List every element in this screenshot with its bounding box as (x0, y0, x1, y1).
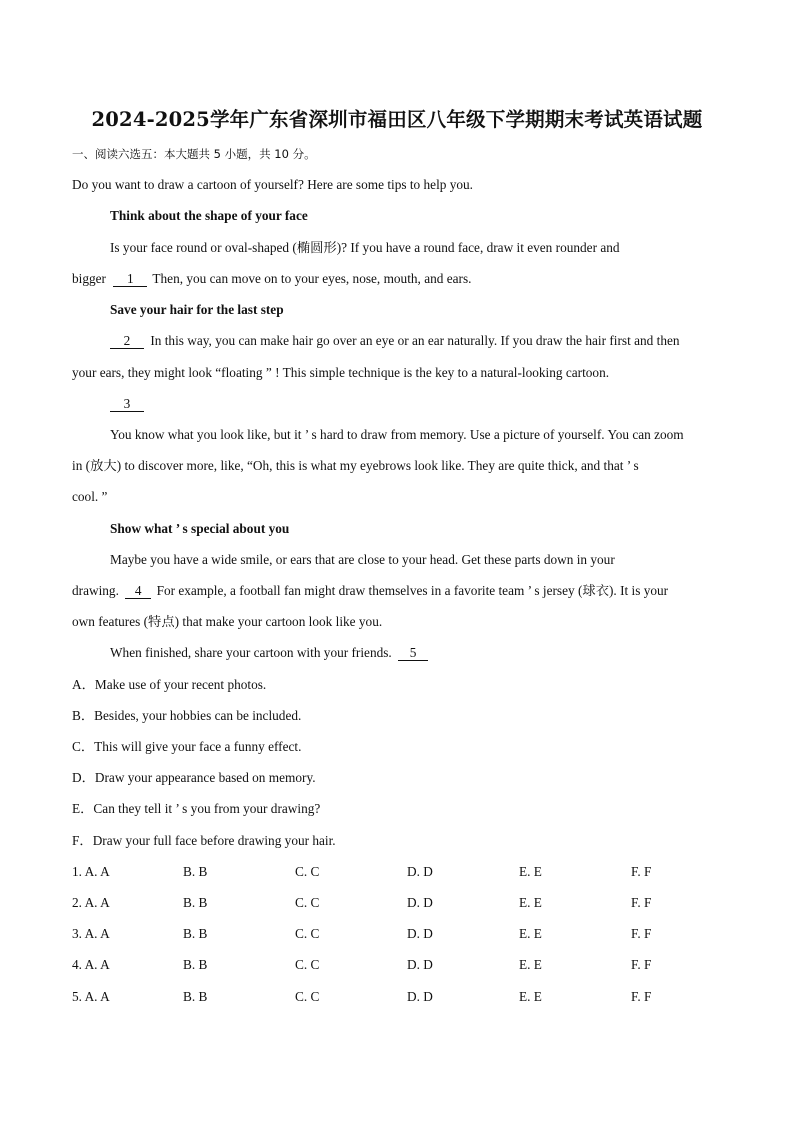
heading-face-shape: Think about the shape of your face (110, 208, 308, 223)
choice-c[interactable]: C. C (295, 895, 320, 910)
choice-e[interactable]: E. E (519, 895, 542, 910)
answer-blank-2[interactable]: 2 (110, 334, 144, 349)
paragraph-5 (110, 645, 428, 661)
choice-e[interactable]: E. E (519, 989, 542, 1004)
choice-d[interactable]: D. D (407, 864, 433, 879)
heading-special: Show what ’ s special about you (110, 521, 290, 536)
heading-hair-last: Save your hair for the last step (110, 302, 284, 317)
choice-a[interactable]: 5. A. A (72, 989, 110, 1004)
answer-row-1 (72, 864, 712, 880)
choice-b[interactable]: B. B (183, 957, 208, 972)
answer-blank-3[interactable]: 3 (110, 397, 144, 412)
answer-blank-5[interactable]: 5 (398, 646, 428, 661)
choice-b[interactable]: B. B (183, 864, 208, 879)
paragraph-text: bigger (72, 271, 106, 286)
answer-blank-1[interactable]: 1 (113, 272, 147, 287)
choice-f[interactable]: F. F (631, 864, 652, 879)
option-b: B．Besides, your hobbies can be included. (72, 708, 302, 723)
choice-d[interactable]: D. D (407, 926, 433, 941)
choice-c[interactable]: C. C (295, 864, 320, 879)
paragraph-1-line-2 (72, 271, 471, 287)
choice-c[interactable]: C. C (295, 989, 320, 1004)
choice-a[interactable]: 4. A. A (72, 957, 110, 972)
paragraph-text: In this way, you can make hair go over an eye or an ear naturally. If you draw the hair first and then (150, 333, 680, 348)
choice-e[interactable]: E. E (519, 926, 542, 941)
choice-b[interactable]: B. B (183, 926, 208, 941)
choice-d[interactable]: D. D (407, 957, 433, 972)
paragraph-3-line-1: You know what you look like, but it ’ s hard to draw from memory. Use a picture of yourself. You can zoom (110, 427, 684, 442)
paragraph-text: drawing. (72, 583, 119, 598)
choice-f[interactable]: F. F (631, 957, 652, 972)
choice-f[interactable]: F. F (631, 895, 652, 910)
choice-b[interactable]: B. B (183, 989, 208, 1004)
answer-row-2 (72, 895, 712, 911)
option-a: A．Make use of your recent photos. (72, 677, 267, 692)
choice-f[interactable]: F. F (631, 926, 652, 941)
answer-row-4 (72, 957, 712, 973)
choice-e[interactable]: E. E (519, 864, 542, 879)
option-f: F．Draw your full face before drawing your hair. (72, 833, 336, 848)
option-c: C．This will give your face a funny effect. (72, 739, 302, 754)
choice-c[interactable]: C. C (295, 926, 320, 941)
choice-b[interactable]: B. B (183, 895, 208, 910)
paragraph-2-line-1 (110, 333, 680, 349)
answer-row-3 (72, 926, 712, 942)
paragraph-3-line-2: in (放大) to discover more, like, “Oh, this is what my eyebrows look like. They are quite thick, and that ’ s (72, 458, 639, 473)
choice-a[interactable]: 2. A. A (72, 895, 110, 910)
choice-a[interactable]: 1. A. A (72, 864, 110, 879)
intro-text: Do you want to draw a cartoon of yourself? Here are some tips to help you. (72, 177, 474, 192)
paragraph-4-line-3: own features (特点) that make your cartoon look like you. (72, 614, 383, 629)
paragraph-3-line-3: cool. ” (72, 489, 108, 504)
choice-f[interactable]: F. F (631, 989, 652, 1004)
choice-d[interactable]: D. D (407, 989, 433, 1004)
option-d: D．Draw your appearance based on memory. (72, 770, 316, 785)
section-header: 一、阅读六选五：本大题共 5 小题，共 10 分。 (72, 147, 316, 161)
answer-row-5 (72, 989, 712, 1005)
paragraph-text: Then, you can move on to your eyes, nose, mouth, and ears. (152, 271, 472, 286)
choice-d[interactable]: D. D (407, 895, 433, 910)
paragraph-4-line-1: Maybe you have a wide smile, or ears that are close to your head. Get these parts down in your (110, 552, 615, 567)
paragraph-1-line-1: Is your face round or oval-shaped (椭圆形)? If you have a round face, draw it even rounder and (110, 240, 620, 255)
paragraph-text: When finished, share your cartoon with your friends. (110, 645, 392, 660)
paragraph-2-line-2: your ears, they might look “floating ” ! This simple technique is the key to a natural-looking cartoon. (72, 365, 610, 380)
paragraph-text: For example, a football fan might draw themselves in a favorite team ’ s jersey (球衣). It is your (156, 583, 669, 598)
choice-a[interactable]: 3. A. A (72, 926, 110, 941)
heading-blank-3 (110, 396, 144, 412)
option-e: E．Can they tell it ’ s you from your drawing? (72, 801, 321, 816)
choice-c[interactable]: C. C (295, 957, 320, 972)
page-title: 2024-2025学年广东省深圳市福田区八年级下学期期末考试英语试题 (91, 108, 703, 131)
choice-e[interactable]: E. E (519, 957, 542, 972)
answer-blank-4[interactable]: 4 (125, 584, 151, 599)
paragraph-4-line-2 (72, 583, 668, 599)
